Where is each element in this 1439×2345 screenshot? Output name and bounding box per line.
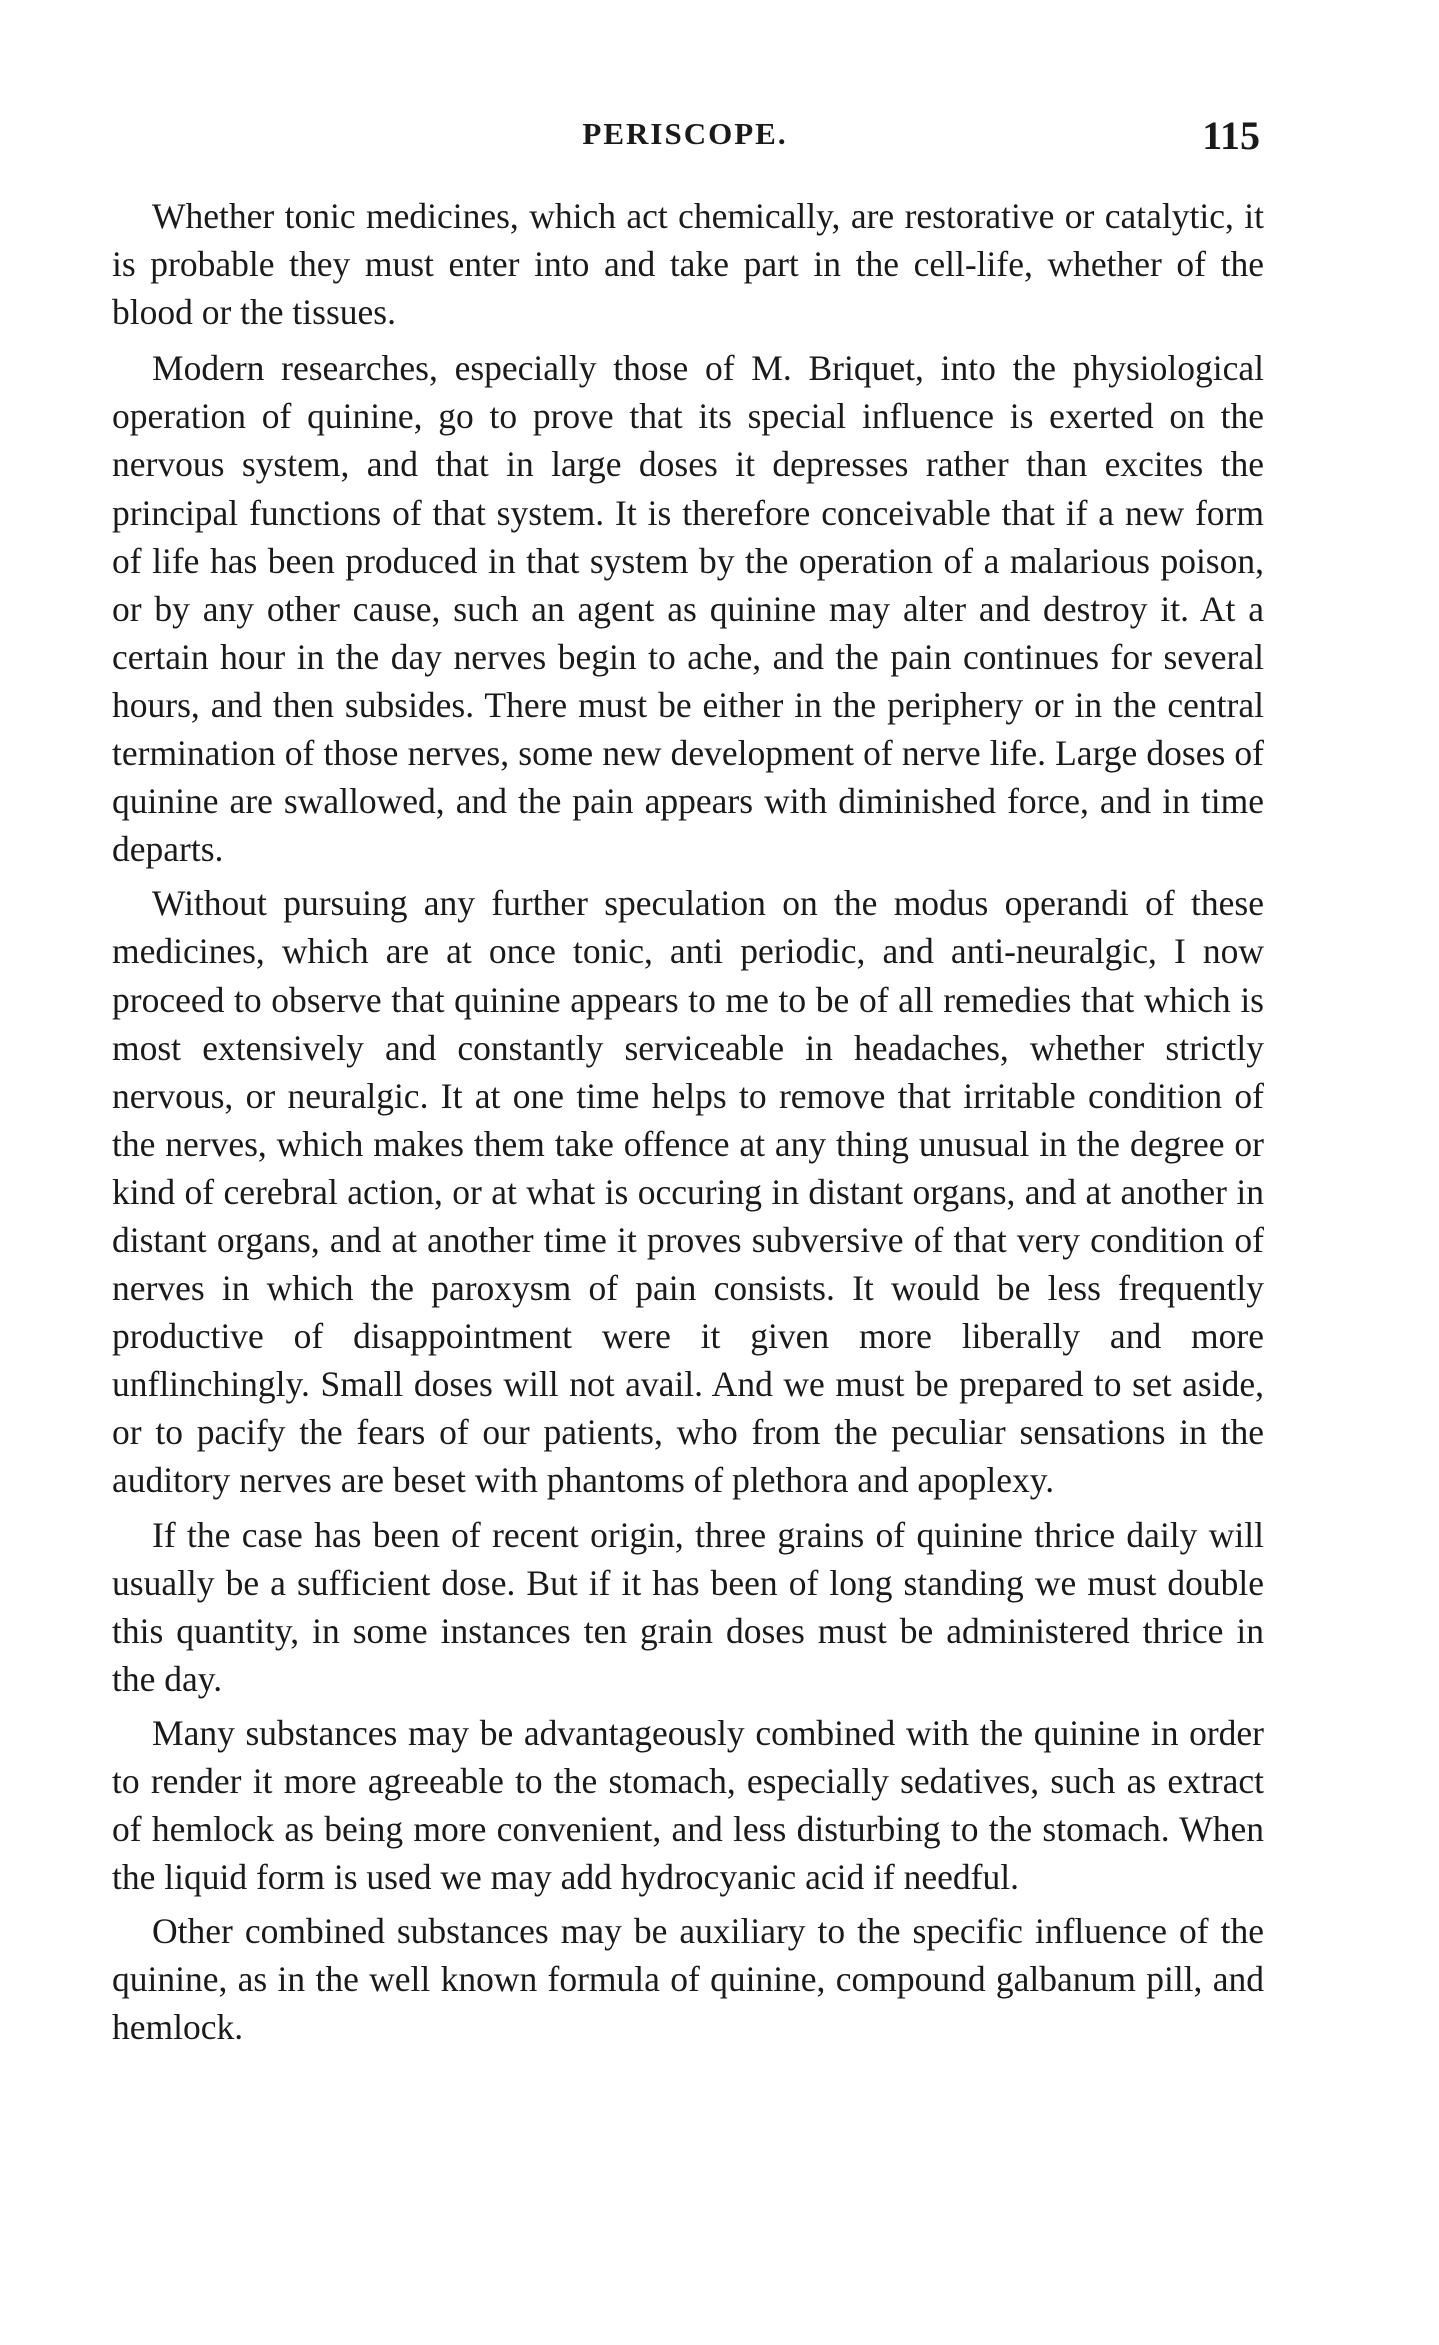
- paragraph-dosage: If the case has been of recent origin, three grains of quinine thrice daily will usually be a sufficient dose. But if it has been of long standing we must double this quantity, in some instances ten grain doses must be administered thrice in the day.: [112, 1514, 1264, 1699]
- paragraph-modern-researches: Modern researches, especially those of M. Briquet, into the physiological operation of quinine, go to prove that its special influence is exerted on the nervous system, and that in large doses it depresses rather than excites the principal functions of that system. It is therefore conceivable that if a new form of life has been produced in that system by the operation of a malarious poison, or by any other cause, such an agent as quinine may alter and destroy it. At a certain hour in the day nerves begin to ache, and the pain continues for several hours, and then subsides. There must be either in the periphery or in the central termination of those nerves, some new development of nerve life. Large doses of quinine are swallowed, and the pain appears with diminished force, and in time departs.: [112, 348, 1264, 870]
- paragraph-combined-substances: Many substances may be advantageously combined with the quinine in order to render it more agreeable to the stomach, especially sedatives, such as extract of hemlock as being more convenient, and less disturbing to the stomach. When the liquid form is used we may add hydrocyanic acid if needful.: [112, 1712, 1264, 1898]
- body-text: [112, 192, 1264, 2058]
- page-header: [110, 112, 1260, 172]
- page-number: 115: [1202, 113, 1260, 158]
- paragraph-tonic-medicines: Whether tonic medicines, which act chemically, are restorative or catalytic, it is probable they must enter into and take part in the cell-life, whether of the blood or the tissues.: [112, 196, 1264, 333]
- paragraph-modus-operandi: Without pursuing any further speculation on the modus operandi of these medicines, which are at once tonic, anti periodic, and anti-neuralgic, I now proceed to observe that quinine appears to me to be of all remedies that which is most extensively and constantly serviceable in headaches, whether strictly nervous, or neuralgic. It at one time helps to remove that irritable condition of the nerves, which makes them take offence at any thing unusual in the degree or kind of cerebral action, or at what is occuring in distant organs, and at another in distant organs, and at another time it proves subversive of that very condition of nerves in which the paroxysm of pain consists. It would be less frequently productive of disappointment were it given more liberally and more unflinchingly. Small doses will not avail. And we must be prepared to set aside, or to pacify the fears of our patients, who from the peculiar sensations in the auditory nerves are beset with phantoms of plethora and apoplexy.: [112, 883, 1264, 1501]
- running-title: PERISCOPE.: [582, 116, 788, 151]
- paragraph-auxiliary-substances: Other combined substances may be auxiliary to the specific influence of the quinine, as in the well known formula of quinine, compound galbanum pill, and hemlock.: [112, 1911, 1264, 2048]
